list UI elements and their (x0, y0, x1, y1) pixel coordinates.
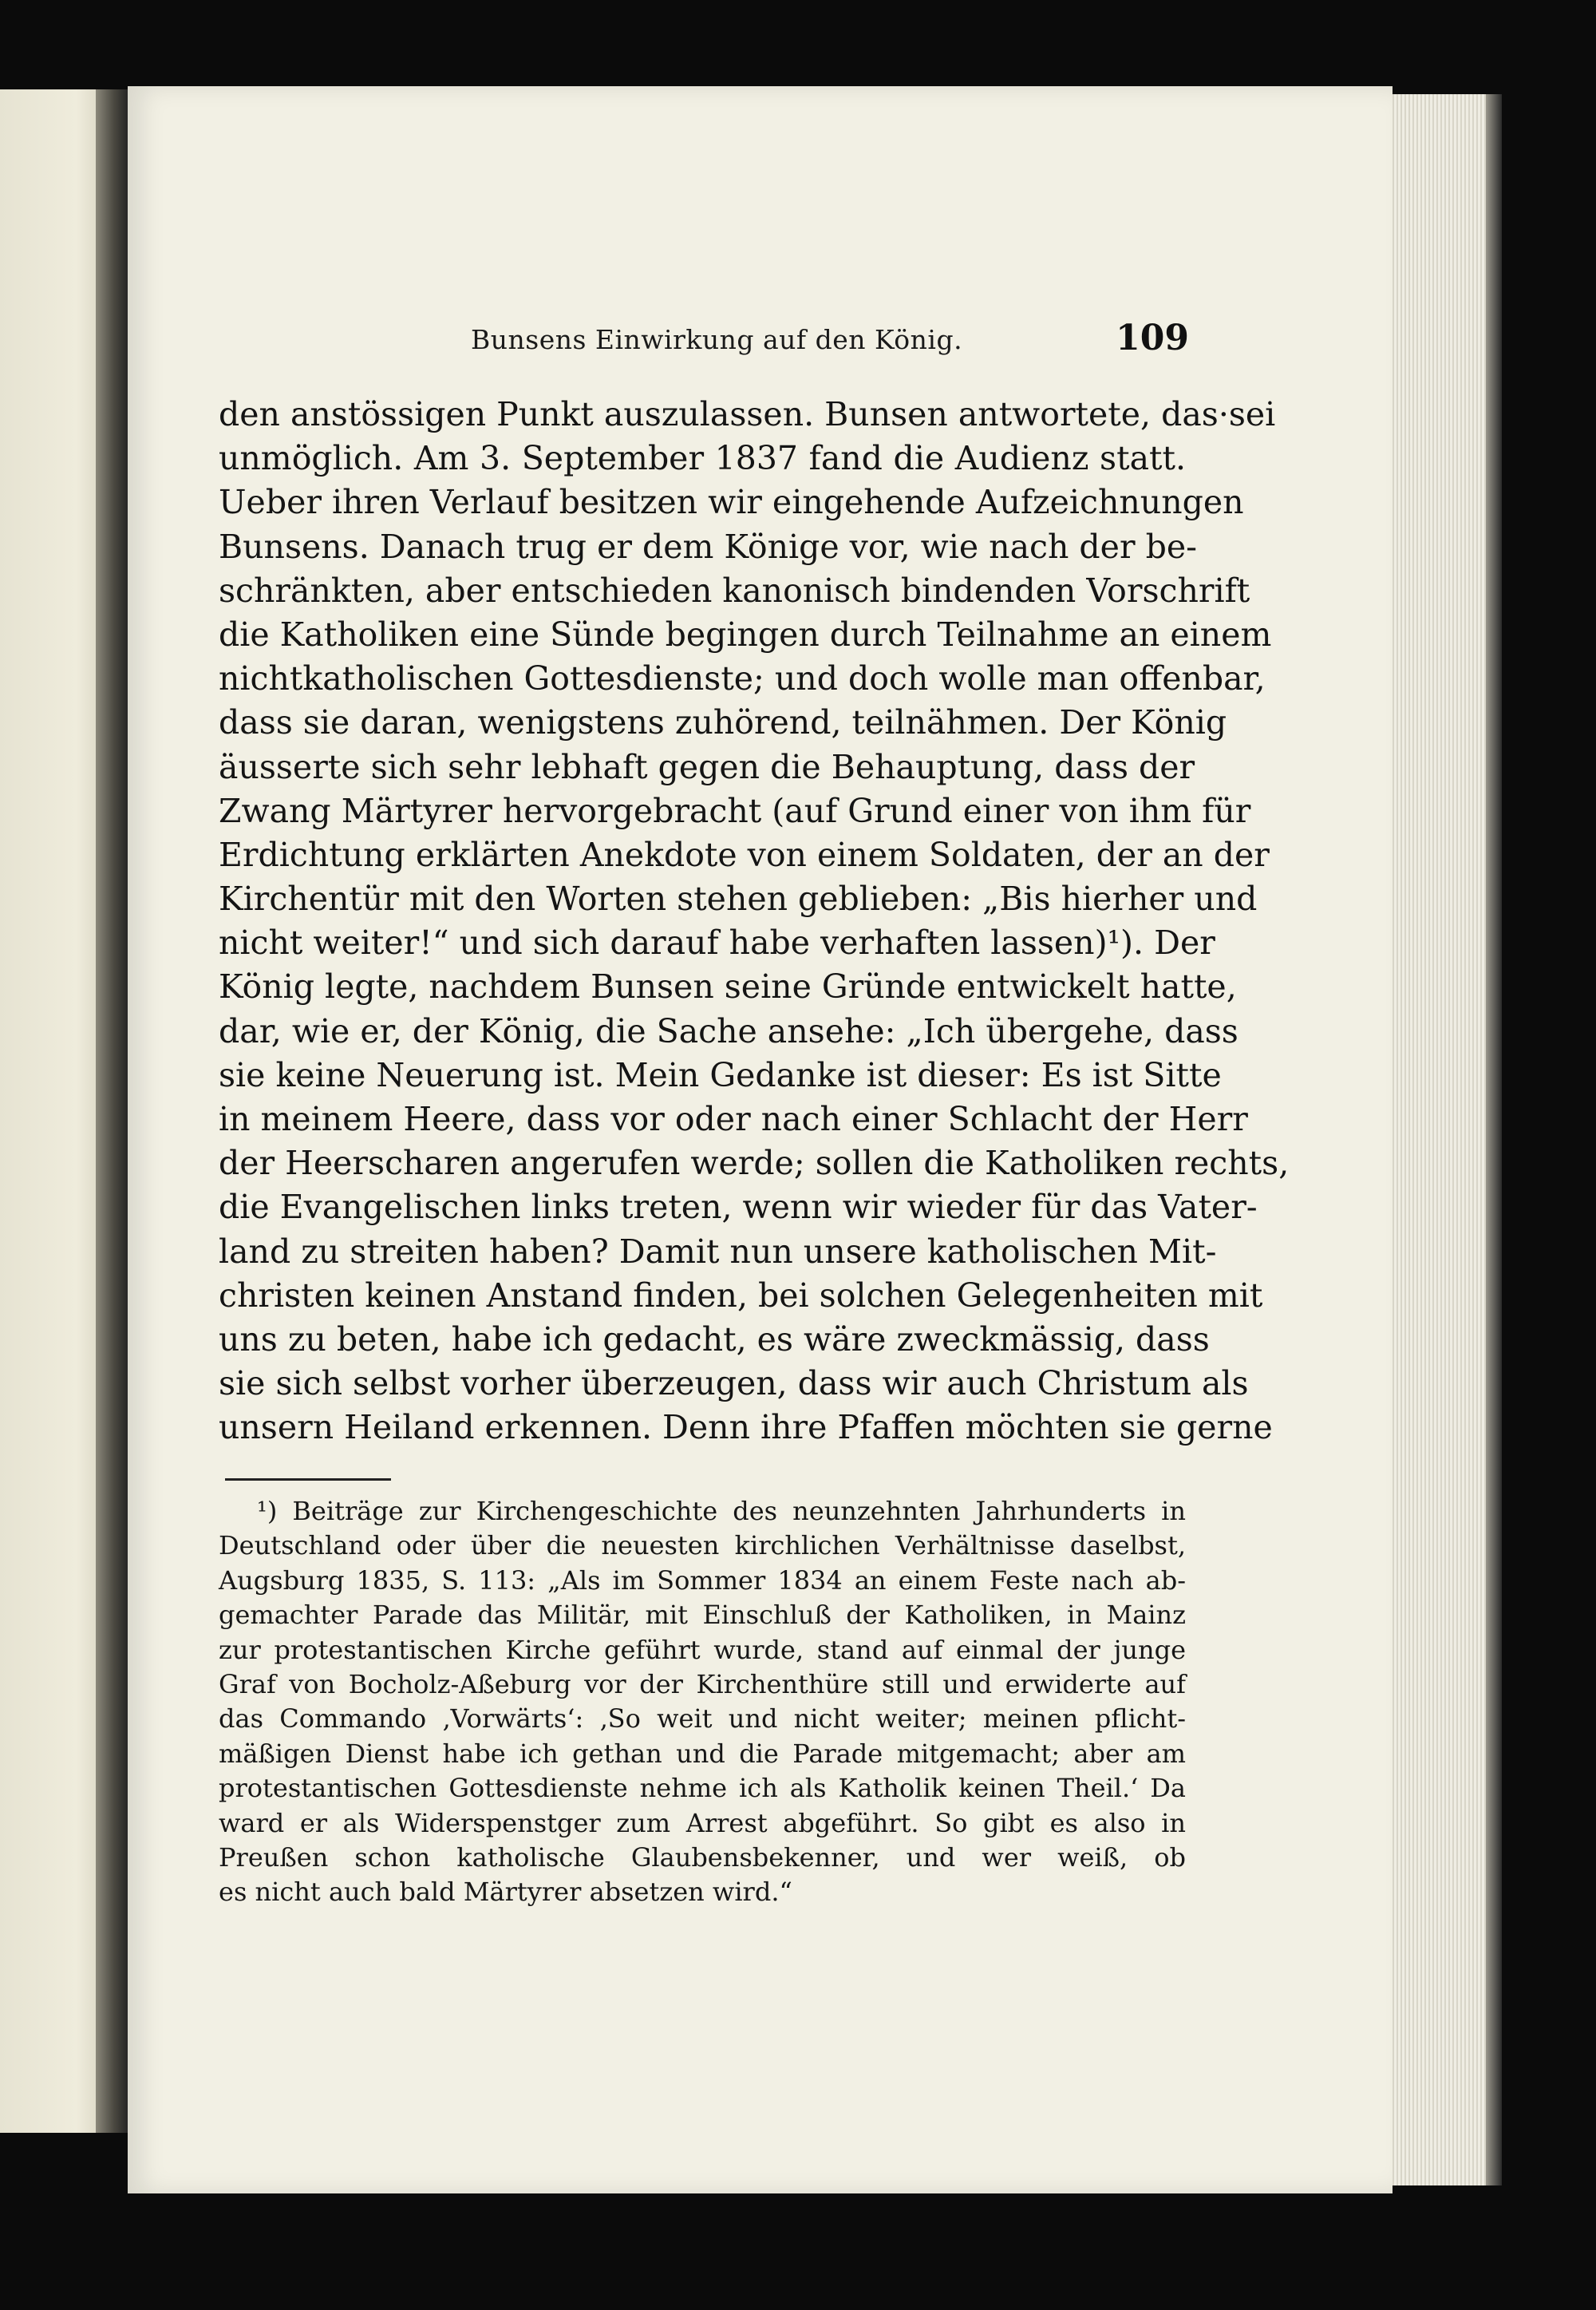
body-line: die Katholiken eine Sünde begingen durch Teilnahme an einem (219, 615, 1272, 654)
body-line: den anstössigen Punkt auszulassen. Bunsen antwortete, das·sei (219, 395, 1276, 433)
book-gutter (96, 89, 129, 2133)
footnote-line: zur protestantischen Kirche geführt wurde, stand auf einmal der junge (219, 1634, 1186, 1665)
body-line: unsern Heiland erkennen. Denn ihre Pfaffen möchten sie gerne (219, 1408, 1273, 1447)
footnote-line: ward er als Widerspenstger zum Arrest abgeführt. So gibt es also in (219, 1807, 1186, 1838)
body-line: dar, wie er, der König, die Sache ansehe: „Ich übergehe, dass (219, 1011, 1238, 1050)
body-line: König legte, nachdem Bunsen seine Gründe entwickelt hatte, (219, 967, 1237, 1007)
body-line: Bunsens. Danach trug er dem Könige vor, wie nach der be- (219, 527, 1197, 566)
page-number: 109 (1116, 318, 1189, 358)
footnote-line: ¹) Beiträge zur Kirchengeschichte des neunzehnten Jahrhunderts in (257, 1496, 1186, 1526)
body-line: uns zu beten, habe ich gedacht, es wäre zweckmässig, dass (219, 1319, 1210, 1359)
body-line: Zwang Märtyrer hervorgebracht (auf Grund einer von ihm für (219, 791, 1251, 830)
footnote-line: gemachter Parade das Militär, mit Einschluß der Katholiken, in Mainz (219, 1600, 1186, 1631)
footnote-line: das Commando ‚Vorwärts‘: ‚So weit und nicht weiter; meinen pflicht- (219, 1703, 1186, 1734)
footnote-rule (225, 1478, 391, 1481)
body-line: in meinem Heere, dass vor oder nach einer Schlacht der Herr (219, 1100, 1248, 1138)
footnote-line: Augsburg 1835, S. 113: „Als im Sommer 1834 an einem Feste nach ab- (219, 1564, 1186, 1596)
body-line: schränkten, aber entschieden kanonisch bindenden Vorschrift (219, 571, 1250, 610)
body-text (219, 393, 1290, 1450)
page-stack-shadow (1486, 94, 1502, 2185)
body-line: nichtkatholischen Gottesdienste; und doch wolle man offenbar, (219, 659, 1266, 698)
body-line: nicht weiter!“ und sich darauf habe verhaften lassen)¹). Der (219, 924, 1215, 963)
page-header (471, 318, 1189, 361)
footnote-line: protestantischen Gottesdienste nehme ich als Katholik keinen Theil.‘ Da (219, 1773, 1186, 1804)
running-head: Bunsens Einwirkung auf den König. (471, 324, 963, 355)
body-line: land zu streiten haben? Damit nun unsere katholischen Mit- (219, 1232, 1217, 1271)
footnote-line: es nicht auch bald Märtyrer absetzen wird.“ (219, 1877, 792, 1908)
body-line: unmöglich. Am 3. September 1837 fand die Audienz statt. (219, 439, 1186, 478)
body-line: Ueber ihren Verlauf besitzen wir eingehende Aufzeichnungen (219, 483, 1244, 522)
body-line: sie sich selbst vorher überzeugen, dass wir auch Christum als (219, 1364, 1249, 1403)
body-line: christen keinen Anstand finden, bei solchen Gelegenheiten mit (219, 1276, 1263, 1315)
body-line: der Heerscharen angerufen werde; sollen die Katholiken rechts, (219, 1144, 1290, 1183)
footnote-line: Graf von Bocholz-Aßeburg vor der Kirchenthüre still und erwiderte auf (219, 1668, 1186, 1699)
footnote-line: mäßigen Dienst habe ich gethan und die Parade mitgemacht; aber am (219, 1738, 1186, 1769)
body-line: äusserte sich sehr lebhaft gegen die Behauptung, dass der (219, 747, 1195, 786)
footnote-line: Deutschland oder über die neuesten kirchlichen Verhältnisse daselbst, (219, 1530, 1186, 1561)
page-stack-edges (1389, 94, 1490, 2185)
body-line: Kirchentür mit den Worten stehen geblieben: „Bis hierher und (219, 880, 1258, 919)
body-line: sie keine Neuerung ist. Mein Gedanke ist dieser: Es ist Sitte (219, 1055, 1222, 1094)
body-line: Erdichtung erklärten Anekdote von einem Soldaten, der an der (219, 835, 1270, 874)
body-line: dass sie daran, wenigstens zuhörend, teilnähmen. Der König (219, 703, 1227, 742)
body-line: die Evangelischen links treten, wenn wir wieder für das Vater- (219, 1188, 1258, 1227)
footnote-line: Preußen schon katholische Glaubensbekenner, und wer weiß, ob (219, 1841, 1186, 1873)
footnote (219, 1494, 1186, 1910)
